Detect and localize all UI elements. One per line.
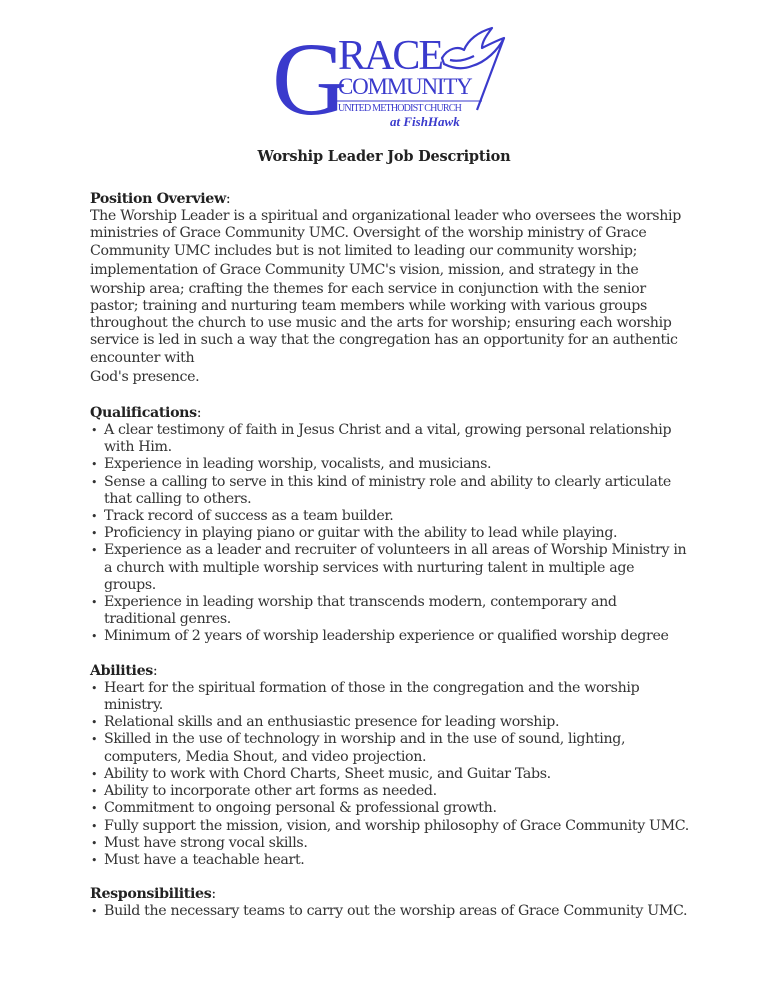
section-heading: Responsibilities:	[90, 886, 216, 903]
qualifications-list	[90, 422, 690, 646]
list-item: • Ability to incorporate other art forms as needed.	[90, 783, 690, 800]
list-item: • Proficiency in playing piano or guitar with the ability to lead while playing.	[90, 525, 690, 542]
list-item: • Sense a calling to serve in this kind of ministry role and ability to clearly articulate that calling to others.	[90, 474, 690, 508]
abilities-list	[90, 680, 690, 869]
list-item: • Commitment to ongoing personal & professional growth.	[90, 800, 690, 817]
list-item: • Experience in leading worship, vocalists, and musicians.	[90, 456, 690, 473]
list-item: • Heart for the spiritual formation of those in the congregation and the worship ministry.	[90, 680, 690, 714]
list-item: • Build the necessary teams to carry out the worship areas of Grace Community UMC.	[90, 903, 690, 920]
responsibilities-list	[90, 903, 690, 920]
section-heading: Position Overview:	[90, 191, 231, 207]
list-item: • Must have strong vocal skills.	[90, 835, 690, 852]
section-position-overview	[90, 191, 690, 388]
logo-community: COMMUNITY	[338, 74, 472, 99]
overview-paragraph: The Worship Leader is a spiritual and organizational leader who oversees the worship ministries of Grace Community UMC. Oversight of the worship ministry of Grace Community UMC includes but is not limited to leading our community worship; implementation of Grace Community UMC's vision, mission, and strategy in the worship area; crafting the themes for each service in conjunction with the senior pastor; training and nurturing team members while working with various groups throughout the church to use music and the arts for worship; ensuring each worship service is led in such a way that the congregation has an opportunity for an authentic encounter with God's presence.	[90, 208, 681, 385]
list-item: • Ability to work with Chord Charts, Sheet music, and Guitar Tabs.	[90, 766, 690, 783]
list-item: • Fully support the mission, vision, and worship philosophy of Grace Community UMC.	[90, 818, 690, 835]
section-responsibilities	[90, 886, 690, 920]
list-item: • Experience as a leader and recruiter of volunteers in all areas of Worship Ministry in a church with multiple worship services with nurturing talent in multiple age groups.	[90, 542, 690, 594]
list-item: • Track record of success as a team builder.	[90, 508, 690, 525]
church-logo	[272, 22, 508, 132]
logo-fishhawk: at FishHawk	[390, 114, 460, 129]
logo-race: RACE	[338, 33, 443, 79]
document-body	[90, 191, 690, 938]
section-heading: Qualifications:	[90, 404, 202, 421]
section-heading: Abilities:	[90, 662, 158, 679]
list-item: • A clear testimony of faith in Jesus Christ and a vital, growing personal relationship with Him.	[90, 422, 690, 456]
section-abilities	[90, 663, 690, 869]
list-item: • Relational skills and an enthusiastic presence for leading worship.	[90, 714, 690, 731]
logo-umc: UNITED METHODIST CHURCH	[338, 103, 462, 114]
list-item: • Must have a teachable heart.	[90, 852, 690, 869]
list-item: • Experience in leading worship that transcends modern, contemporary and traditional genres.	[90, 594, 690, 628]
section-qualifications	[90, 405, 690, 646]
document-title: Worship Leader Job Description	[257, 148, 511, 165]
list-item: • Skilled in the use of technology in worship and in the use of sound, lighting, computers, Media Shout, and video projection.	[90, 731, 690, 765]
list-item: • Minimum of 2 years of worship leadership experience or qualified worship degree	[90, 628, 690, 645]
logo-big-letter: G	[272, 22, 348, 132]
